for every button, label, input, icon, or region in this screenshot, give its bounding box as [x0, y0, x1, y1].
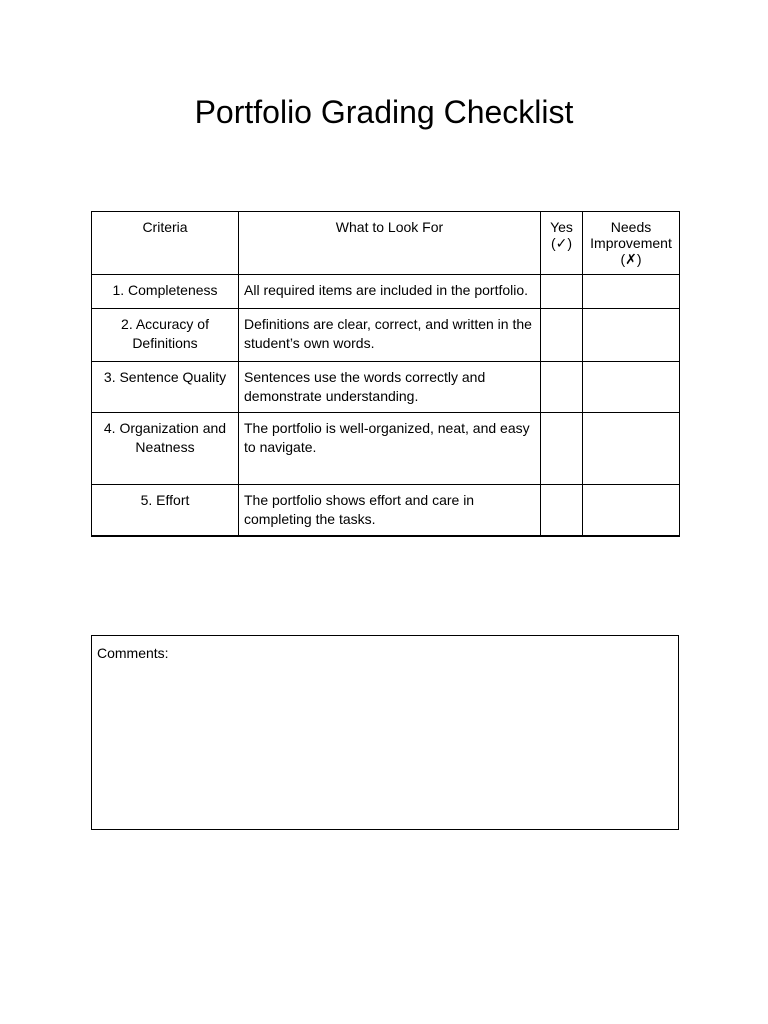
criteria-cell: 3. Sentence Quality: [92, 362, 239, 413]
cross-mark-icon: (✗): [620, 251, 642, 267]
criteria-cell: 1. Completeness: [92, 275, 239, 309]
needs-improvement-checkbox-cell[interactable]: [583, 485, 680, 536]
checkmark-icon: (✓): [550, 235, 573, 251]
header-what-to-look-for-label: What to Look For: [335, 219, 444, 235]
header-what-to-look-for: [239, 212, 541, 275]
page-title: Portfolio Grading Checklist: [194, 94, 574, 130]
header-yes: [541, 212, 583, 275]
table-row: [92, 413, 680, 485]
yes-checkbox-cell[interactable]: [541, 309, 583, 362]
look-for-cell: The portfolio is well-organized, neat, and easy to navigate.: [239, 413, 541, 485]
look-for-cell: All required items are included in the portfolio.: [239, 275, 541, 309]
needs-improvement-checkbox-cell[interactable]: [583, 275, 680, 309]
needs-improvement-checkbox-cell[interactable]: [583, 413, 680, 485]
header-criteria-label: Criteria: [142, 219, 188, 235]
look-for-cell: The portfolio shows effort and care in completing the tasks.: [239, 485, 541, 536]
table-row: [92, 485, 680, 536]
criteria-cell: 2. Accuracy of Definitions: [92, 309, 239, 362]
yes-checkbox-cell[interactable]: [541, 413, 583, 485]
table-row: [92, 275, 680, 309]
table-row: [92, 362, 680, 413]
yes-checkbox-cell[interactable]: [541, 485, 583, 536]
criteria-cell: 4. Organization and Neatness: [92, 413, 239, 485]
grading-checklist-table: [91, 211, 680, 537]
table-header-row: [92, 212, 680, 275]
needs-improvement-checkbox-cell[interactable]: [583, 362, 680, 413]
header-needs-improvement: [583, 212, 680, 275]
header-criteria: [92, 212, 239, 275]
needs-improvement-checkbox-cell[interactable]: [583, 309, 680, 362]
yes-checkbox-cell[interactable]: [541, 275, 583, 309]
yes-checkbox-cell[interactable]: [541, 362, 583, 413]
criteria-cell: 5. Effort: [92, 485, 239, 536]
comments-label: Comments:: [97, 645, 169, 661]
header-needs-label-line1: Needs: [610, 219, 652, 235]
look-for-cell: Definitions are clear, correct, and written in the student’s own words.: [239, 309, 541, 362]
look-for-cell: Sentences use the words correctly and demonstrate understanding.: [239, 362, 541, 413]
comments-box[interactable]: [91, 635, 679, 830]
header-needs-label-line2: Improvement: [590, 235, 672, 251]
table-row: [92, 309, 680, 362]
header-yes-label: Yes: [550, 219, 573, 235]
